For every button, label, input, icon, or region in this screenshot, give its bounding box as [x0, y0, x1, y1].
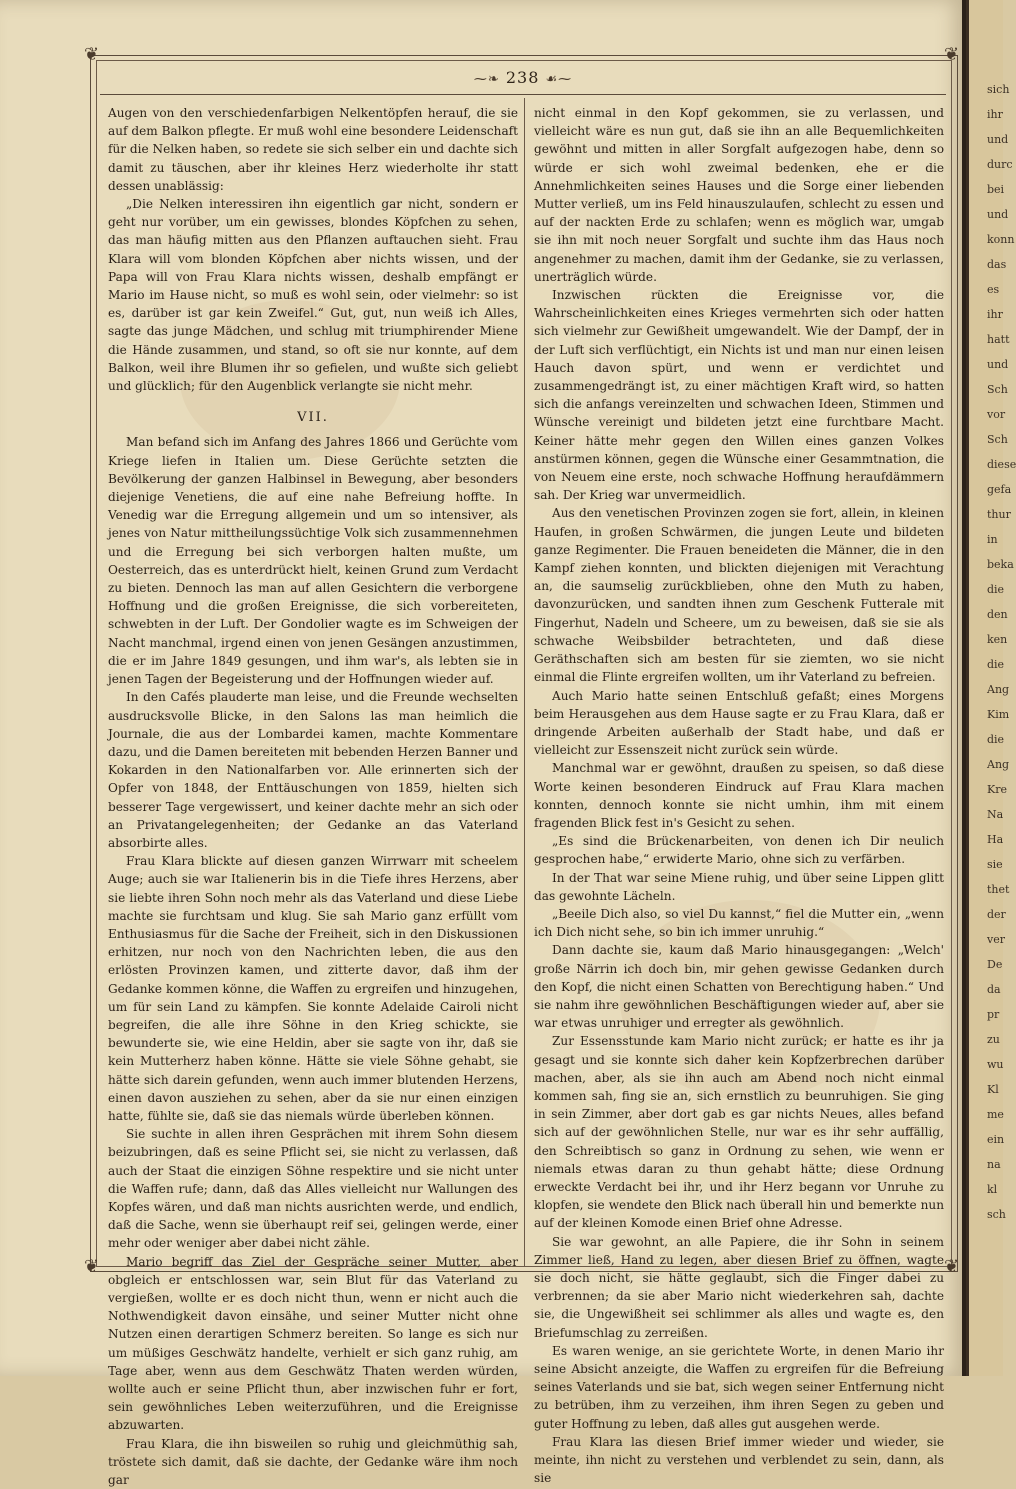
adjacent-page-text-fragment: ein: [987, 1133, 1005, 1146]
adjacent-page-text-fragment: die: [987, 583, 1005, 596]
corner-ornament-top-right: ❦: [944, 44, 960, 65]
adjacent-page-text-fragment: hatt: [987, 333, 1010, 346]
paragraph: Zur Essensstunde kam Mario nicht zurück; er hatte es ihr ja gesagt und sie konnte sich daher kein Kopfzerbrechen darüber machen, aber, als sie ihn auch am Abend noch nicht einmal kommen sah, fing sie an, sich ernstlich zu beunruhigen. Sie ging in sein Zimmer, aber dort gab es gar nichts Neues, alles befand sich auf der gewöhnlichen Stelle, nur war es ihr sehr auffällig, den Schreibtisch so ganz in Ordnung zu sehen, wie wenn er niemals etwas daran zu thun gehabt hätte; diese Ordnung erweckte Verdacht bei ihr, und ihr Herz begann vor Unruhe zu klopfen, sie wendete den Blick nach überall hin und bemerkte nun auf der kleinen Komode einen Brief ohne Adresse.: [534, 1034, 944, 1231]
paragraph: Frau Klara blickte auf diesen ganzen Wirrwarr mit scheelem Auge; auch sie war Italienerin bis in die Tiefe ihres Herzens, aber sie liebte ihren Sohn noch mehr als das Vaterland und diese Liebe machte sie furchtsam und klug. Sie sah Mario ganz erfüllt vom Enthusiasmus für die Sache der Freiheit, sich in den Diskussionen erhitzen, nur noch von den Nachrichten leben, die aus den erlösten Provinzen kamen, und zitterte davor, daß ihm der Gedanke kommen könne, die Waffen zu ergreifen und hinzugehen, um für sein Land zu kämpfen. Sie konnte Adelaide Cairoli nicht begreifen, die alle ihre Söhne in den Krieg schickte, sie bewunderte sie, wie eine Heldin, aber sie sagte von ihr, daß sie kein Mutterherz haben könne. Hätte sie viele Söhne gehabt, sie hätte sich darein gefunden, wenn auch immer blutenden Herzens, einen davon ausziehen zu sehen, aber da sie nur einen einzigen hatte, fühlte sie, daß sie das niemals würde überleben können.: [108, 854, 518, 1123]
header-ornament-right-icon: ☙⁓: [545, 72, 573, 87]
adjacent-page-text-fragment: der: [987, 908, 1006, 921]
adjacent-page-text-fragment: De: [987, 958, 1003, 971]
adjacent-page-text-fragment: Na: [987, 808, 1004, 821]
paragraph: Auch Mario hatte seinen Entschluß gefaßt; eines Morgens beim Herausgehen aus dem Hause sagte er zu Frau Klara, daß er dringende Arbeiten außerhalb der Stadt habe, und daß er vielleicht zur Essenszeit nicht zurück sein würde.: [534, 688, 944, 758]
paragraph: nicht einmal in den Kopf gekommen, sie zu verlassen, und vielleicht wäre es nun gut, daß sie ihn an alle Bequemlichkeiten gewöhnt und mitten in aller Sorgfalt aufgezogen habe, denn so würde er sich wohl zweimal bedenken, ehe er die Annehmlichkeiten seines Hauses und die Sorge einer liebenden Mutter verließ, um ins Feld hinauszulaufen, schlecht zu essen und auf der nackten Erde zu schlafen; wenn es möglich war, umgab sie ihn mit noch neuer Sorgfalt und suchte ihm das Haus noch angenehmer zu machen, damit ihm der Gedanke, sie zu verlassen, unerträglich würde.: [534, 106, 944, 284]
adjacent-page-text-fragment: ihr: [987, 108, 1003, 121]
adjacent-page-text-fragment: Kre: [987, 783, 1007, 796]
adjacent-page-text-fragment: beka: [987, 558, 1014, 571]
adjacent-page-text-fragment: das: [987, 258, 1007, 271]
chapter-heading: VII.: [297, 410, 329, 426]
adjacent-page-text-fragment: es: [987, 283, 1000, 296]
adjacent-page-text-fragment: ken: [987, 633, 1008, 646]
adjacent-page-edge: [966, 0, 1016, 1376]
adjacent-page-text-fragment: und: [987, 208, 1009, 221]
adjacent-page-text-fragment: vor: [987, 408, 1006, 421]
adjacent-page-text-fragment: thur: [987, 508, 1011, 521]
adjacent-page-text-fragment: diese: [987, 458, 1016, 471]
adjacent-page-text-fragment: zu: [987, 1033, 1000, 1046]
adjacent-page-text-fragment: bei: [987, 183, 1005, 196]
adjacent-page-text-fragment: Sch: [987, 433, 1008, 446]
adjacent-page-text-fragment: ver: [987, 933, 1005, 946]
paragraph: Frau Klara las diesen Brief immer wieder und wieder, sie meinte, ihn nicht zu verstehen und verblendet zu sein, dann, als sie: [534, 1434, 944, 1486]
left-column: [108, 104, 518, 1488]
adjacent-page-text-fragment: und: [987, 358, 1009, 371]
paragraph: „Es sind die Brückenarbeiten, von denen ich Dir neulich gesprochen habe,“ erwiderte Mario, ohne sich zu verfärben.: [534, 834, 944, 867]
paragraph: In den Cafés plauderte man leise, und die Freunde wechselten ausdrucksvolle Blicke, in den Salons las man heimlich die Journale, die aus der Lombardei kamen, machte Kommentare dazu, und die Damen bereiteten mit bebenden Herzen Banner und Kokarden in den Nationalfarben vor. Alle erinnerten sich der Opfer von 1848, der Enttäuschungen von 1859, hielten sich besserer Tage vergewissert, und keiner dachte mehr an sich oder an Privatangelegenheiten; der Gedanke an das Vaterland absorbirte alles.: [108, 690, 518, 850]
right-column: [534, 104, 944, 1486]
paragraph: „Beeile Dich also, so viel Du kannst,“ fiel die Mutter ein, „wenn ich Dich nicht sehe, so bin ich immer unruhig.“: [534, 906, 944, 940]
adjacent-page-text-fragment: pr: [987, 1008, 1000, 1021]
adjacent-page-text-fragment: sie: [987, 858, 1003, 871]
adjacent-page-text-fragment: kl: [987, 1183, 998, 1196]
adjacent-page-text-fragment: gefa: [987, 483, 1012, 496]
adjacent-page-text-fragment: da: [987, 983, 1001, 996]
paragraph: Aus den venetischen Provinzen zogen sie fort, allein, in kleinen Haufen, in großen Schwärmen, die jungen Leute und bildeten ganze Regimenter. Die Frauen beneideten die Männer, die in den Kampf ziehen konnten, und blickten diejenigen mit Verachtung an, die saumselig zurückblieben, ohne den Muth zu haben, davonzurücken, und sandten ihnen zum Geschenk Futterale mit Fingerhut, Nadeln und Scheere, um zu beweisen, daß sie sie als schwache Weibsbilder betrachteten, und daß diese Geräthschaften sich am besten für sie ziemten, wo sie nicht einmal die Flinte ergreifen wollten, um ihr Vaterland zu befreien.: [534, 506, 944, 685]
adjacent-page-text-fragment: thet: [987, 883, 1010, 896]
page-number: 238: [505, 68, 540, 87]
column-divider: [524, 98, 525, 1266]
paragraph: Sie war gewohnt, an alle Papiere, die ihr Sohn in seinem Zimmer ließ, Hand zu legen, aber diesen Brief zu öffnen, wagte sie doch nicht, sie hätte geglaubt, sich die Finger dabei zu verbrennen; da sie aber Mario nicht wiederkehren sah, dachte sie, die Ungewißheit sei schlimmer als alles und wagte es, den Briefumschlag zu zerreißen.: [534, 1234, 944, 1340]
adjacent-page-text-fragment: wu: [987, 1058, 1004, 1071]
corner-ornament-top-left: ❦: [84, 44, 100, 65]
paragraph: Sie suchte in allen ihren Gesprächen mit ihrem Sohn diesem beizubringen, daß es seine Pflicht sei, sie nicht zu verlassen, daß auch der Staat die einzigen Söhne respektire und sie nicht unter die Waffen rufe; dann, daß das Alles vielleicht nur Wallungen des Kopfes wären, und daß man nichts ausrichten werde, und endlich, daß die Sache, wenn sie überhaupt reif sei, gelingen werde, einer mehr oder weniger aber dabei nicht zähle.: [108, 1127, 518, 1251]
corner-ornament-bottom-left: ❦: [84, 1256, 100, 1277]
page-header: [96, 68, 950, 92]
adjacent-page-text-fragment: Kim: [987, 708, 1010, 721]
adjacent-page-text-fragment: me: [987, 1108, 1004, 1121]
corner-ornament-bottom-right: ❦: [944, 1256, 960, 1277]
adjacent-page-text-fragment: und: [987, 133, 1009, 146]
adjacent-page-text-fragment: Ang: [987, 683, 1010, 696]
adjacent-page-text-fragment: die: [987, 658, 1005, 671]
adjacent-page-text-fragment: Kl: [987, 1083, 999, 1096]
adjacent-page-text-fragment: die: [987, 733, 1005, 746]
paragraph: In der That war seine Miene ruhig, und über seine Lippen glitt das gewohnte Lächeln.: [534, 870, 944, 903]
paragraph: Augen von den verschiedenfarbigen Nelkentöpfen herauf, die sie auf dem Balkon pflegte. Er muß wohl eine besondere Leidenschaft für die Nelken haben, so redete sie sich selber ein und dachte sich damit zu täuschen, aber ihr kleines Herz wiederholte ihr statt dessen unablässig:: [108, 106, 518, 193]
adjacent-page-text-fragment: ihr: [987, 308, 1003, 321]
paragraph: Man befand sich im Anfang des Jahres 1866 und Gerüchte vom Kriege liefen in Italien um. Diese Gerüchte setzten die Bevölkerung der ganzen Halbinsel in Bewegung, aber besonders diejenige Venetiens, die auf eine nahe Befreiung hoffte. In Venedig war die Erregung allgemein und um so intensiver, als jenes von Natur mittheilungssüchtige Volk sich zusammennehmen und die Erregung bei sich verborgen halten mußte, um Oesterreich, das es unterdrückt hielt, keinen Grund zum Verdacht zu bieten. Dennoch las man auf allen Gesichtern die verborgene Hoffnung und die großen Ereignisse, die sich vorbereiteten, schwebten in der Luft. Der Gondolier wagte es im Schweigen der Nacht manchmal, irgend einen von jenen Gesängen anzustimmen, die er im Jahre 1849 gesungen, und ihm war's, als lebten sie in jenen Tagen der Begeisterung und der Hoffnungen wieder auf.: [108, 435, 518, 687]
paragraph: Es waren wenige, an sie gerichtete Worte, in denen Mario ihr seine Absicht anzeigte, die Waffen zu ergreifen für die Befreiung seines Vaterlands und sie bat, sich wegen seiner Entfernung nicht zu betrüben, ihm zu verzeihen, ihm ihren Segen zu geben und guter Hoffnung zu leben, daß alles gut ausgehen werde.: [534, 1343, 944, 1431]
paragraph: Mario begriff das Ziel der Gespräche seiner Mutter, aber obgleich er entschlossen war, sein Blut für das Vaterland zu vergießen, wollte er es doch nicht thun, wenn er nicht auch die Nothwendigkeit davon einsähe, und seiner Mutter nicht ohne Nutzen einen derartigen Schmerz bereiten. So lange es sich nur um müßiges Geschwätz handelte, verhielt er sich ganz ruhig, am Tage aber, wenn aus dem Geschwätz Thaten werden würden, wollte auch er seine Pflicht thun, aber inzwischen fuhr er fort, sein gewöhnliches Leben weiterzuführen, und die Ereignisse abzuwarten.: [108, 1254, 518, 1433]
paragraph: „Die Nelken interessiren ihn eigentlich gar nicht, sondern er geht nur vorüber, um ein gewisses, blondes Köpfchen zu sehen, das man häufig mitten aus den Pflanzen auftauchen sieht. Frau Klara will vom blonden Köpfchen aber nichts wissen, und der Papa will von Frau Klara nichts wissen, deshalb empfängt er Mario im Hause nicht, so muß es wohl sein, oder vielmehr: so ist es, darüber ist gar kein Zweifel.“ Gut, gut, nun weiß ich Alles, sagte das junge Mädchen, und schlug mit triumphirender Miene die Hände zusammen, und stand, so oft sie nur konnte, auf dem Balkon, weil ihre Blumen ihr so gefielen, und wußte sich geliebt und glücklich; für den Augenblick verlangte sie nicht mehr.: [108, 197, 518, 394]
adjacent-page-text-fragment: Ang: [987, 758, 1010, 771]
adjacent-page-text-fragment: durc: [987, 158, 1013, 171]
header-ornament-left-icon: ⁓❧: [473, 72, 500, 87]
paragraph: Frau Klara, die ihn bisweilen so ruhig und gleichmüthig sah, tröstete sich damit, daß sie dachte, der Gedanke wäre ihm noch gar: [108, 1436, 518, 1488]
adjacent-page-text-fragment: Ha: [987, 833, 1004, 846]
paragraph: Manchmal war er gewöhnt, draußen zu speisen, so daß diese Worte keinen besonderen Eindruck auf Frau Klara machen konnten, dennoch konnte sie nicht umhin, ihm mit einem fragenden Blick fest in's Gesicht zu sehen.: [534, 761, 944, 830]
header-rule: [100, 94, 946, 95]
adjacent-page-text-fragment: den: [987, 608, 1008, 621]
paragraph: Inzwischen rückten die Ereignisse vor, die Wahrscheinlichkeiten eines Krieges vermehrten sich oder hatten sich vielmehr zur Gewißheit umgewandelt. Wie der Dampf, der in der Luft sich verflüchtigt, ein Nichts ist und man nur einen leisen Hauch davon spürt, und wenn er verdichtet und zusammengedrängt ist, zu einer mächtigen Kraft wird, so hatten sich die anfangs vereinzelten und schwachen Ideen, Stimmen und Wünsche vereinigt und bildeten jetzt eine furchtbare Macht. Keiner hätte mehr gegen den Willen eines ganzen Volkes anstürmen können, gegen die Wünsche einer Gesammtnation, die von Neuem eine erste, noch schwache Hoffnung heraufdämmern sah. Der Krieg war unvermeidlich.: [534, 288, 944, 503]
adjacent-page-text-fragment: sch: [987, 1208, 1006, 1221]
adjacent-page-text-fragment: konn: [987, 233, 1015, 246]
adjacent-page-text-fragment: Sch: [987, 383, 1008, 396]
adjacent-page-text-fragment: na: [987, 1158, 1001, 1171]
adjacent-page-text-fragment: in: [987, 533, 998, 546]
adjacent-page-text-fragment: sich: [987, 83, 1010, 96]
paragraph: Dann dachte sie, kaum daß Mario hinausgegangen: „Welch' große Närrin ich doch bin, mir gehen gewisse Gedanken durch den Kopf, die nicht einen Schatten von Berechtigung haben.“ Und sie nahm ihre gewöhnlichen Beschäftigungen wieder auf, aber sie war etwas unruhiger und erregter als gewöhnlich.: [534, 943, 944, 1031]
